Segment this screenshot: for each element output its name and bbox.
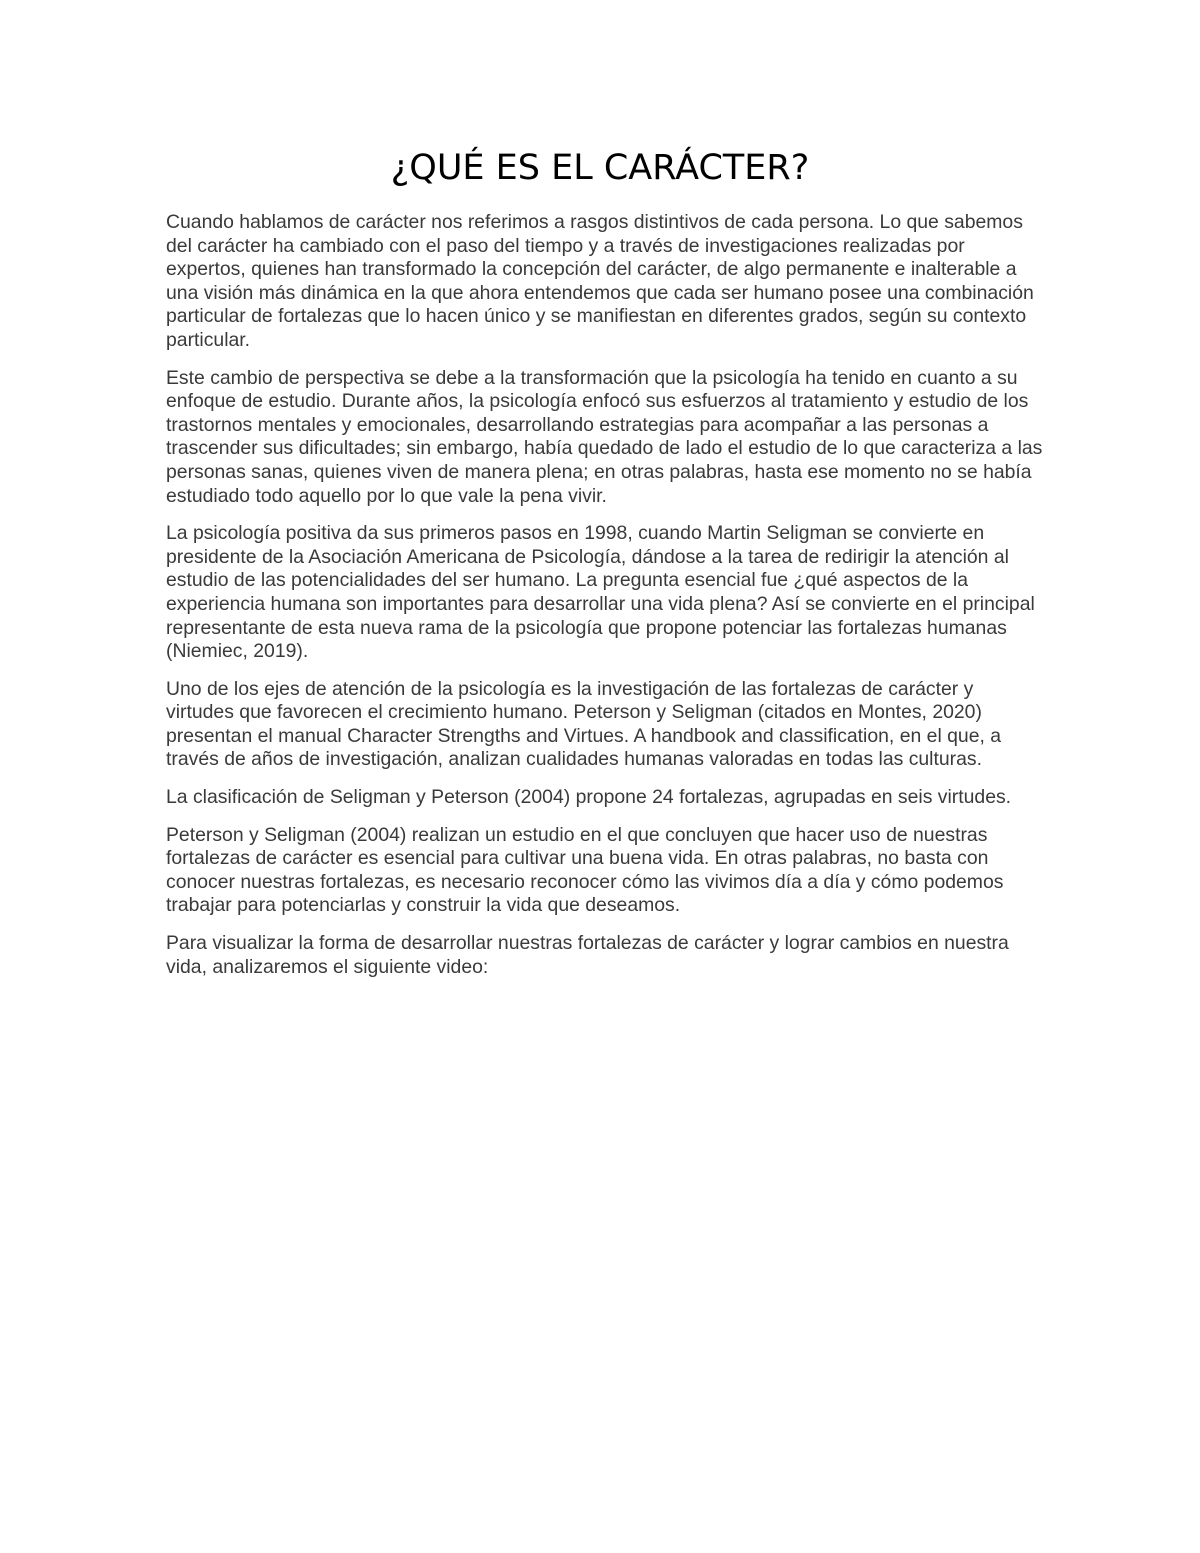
paragraph-1: Cuando hablamos de carácter nos referimos a rasgos distintivos de cada persona. Lo que sabemos del carácter ha cambiado con el paso del tiempo y a través de investigaciones realizadas por expertos, quienes han transformado la concepción del carácter, de algo permanente e inalterable a una visión más dinámica en la que ahora entendemos que cada ser humano posee una combinación particular de fortalezas que lo hacen único y se manifiestan en diferentes grados, según su contexto particular. xyxy=(166,211,1034,351)
document-body xyxy=(166,211,1046,993)
paragraph-7: Para visualizar la forma de desarrollar nuestras fortalezas de carácter y lograr cambios en nuestra vida, analizaremos el siguiente video: xyxy=(166,932,1009,978)
paragraph-2: Este cambio de perspectiva se debe a la transformación que la psicología ha tenido en cuanto a su enfoque de estudio. Durante años, la psicología enfocó sus esfuerzos al tratamiento y estudio de los trastornos mentales y emocionales, desarrollando estrategias para acompañar a las personas a trascender sus dificultades; sin embargo, había quedado de lado el estudio de lo que caracteriza a las personas sanas, quienes viven de manera plena; en otras palabras, hasta ese momento no se había estudiado todo aquello por lo que vale la pena vivir. xyxy=(166,366,1043,507)
paragraph-5: La clasificación de Seligman y Peterson (2004) propone 24 fortalezas, agrupadas en seis virtudes. xyxy=(166,786,1012,809)
page-title: ¿QUÉ ES EL CARÁCTER? xyxy=(390,148,810,188)
paragraph-3: La psicología positiva da sus primeros pasos en 1998, cuando Martin Seligman se convierte en presidente de la Asociación Americana de Psicología, dándose a la tarea de redirigir la atención al estudio de las potencialidades del ser humano. La pregunta esencial fue ¿qué aspectos de la experiencia humana son importantes para desarrollar una vida plena? Así se convierte en el principal representante de esta nueva rama de la psicología que propone potenciar las fortalezas humanas (Niemiec, 2019). xyxy=(166,522,1035,663)
paragraph-6: Peterson y Seligman (2004) realizan un estudio en el que concluyen que hacer uso de nuestras fortalezas de carácter es esencial para cultivar una buena vida. En otras palabras, no basta con conocer nuestras fortalezas, es necesario reconocer cómo las vivimos día a día y cómo podemos trabajar para potenciarlas y construir la vida que deseamos. xyxy=(166,823,1004,917)
paragraph-4: Uno de los ejes de atención de la psicología es la investigación de las fortalezas de carácter y virtudes que favorecen el crecimiento humano. Peterson y Seligman (citados en Montes, 2020) presentan el manual Character Strengths and Virtues. A handbook and classification, en el que, a través de años de investigación, analizan cualidades humanas valoradas en todas las culturas. xyxy=(166,677,1002,771)
